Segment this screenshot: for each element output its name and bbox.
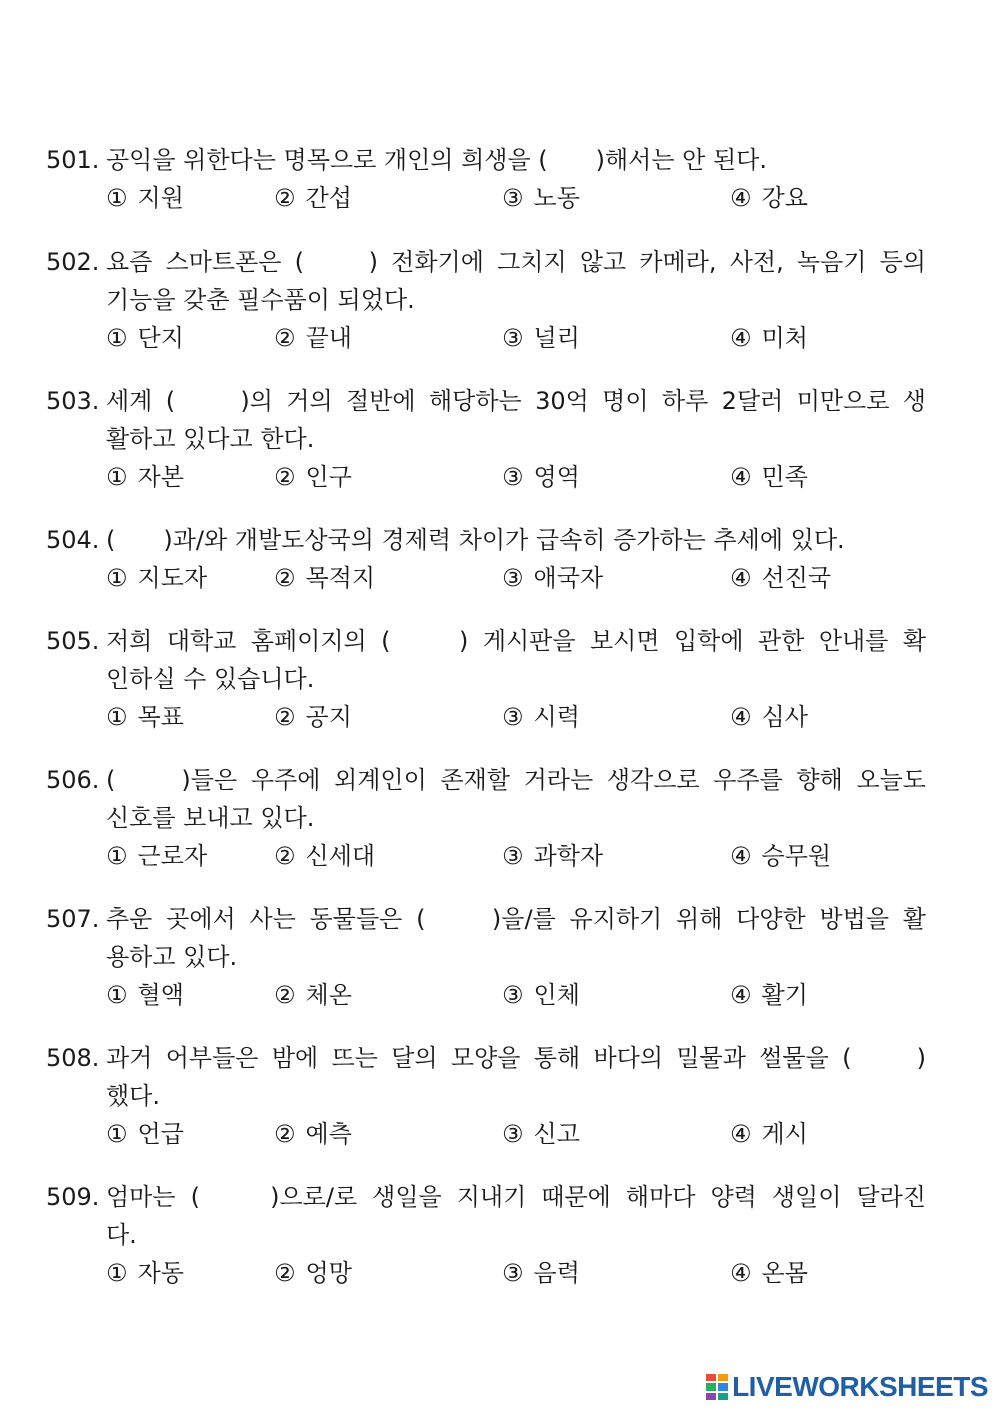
option-2[interactable]: [274, 837, 375, 875]
option-2[interactable]: [274, 559, 375, 597]
option-mark: ③: [502, 1120, 524, 1148]
option-label: 자본: [137, 463, 184, 491]
option-label: 게시: [761, 1120, 808, 1148]
logo-text: LIVEWORKSHEETS: [732, 1371, 988, 1402]
option-mark: ①: [106, 564, 128, 592]
option-mark: ③: [502, 184, 524, 212]
option-3[interactable]: [502, 1115, 580, 1153]
option-label: 단지: [137, 324, 184, 352]
option-2[interactable]: [274, 1254, 352, 1292]
option-label: 승무원: [761, 842, 832, 870]
option-1[interactable]: [106, 837, 207, 875]
option-3[interactable]: [502, 179, 580, 217]
option-mark: ①: [106, 703, 128, 731]
question-text: 엄마는 ( )으로/로 생일을 지내기 때문에 해마다 양력 생일이 달라진: [106, 1183, 926, 1211]
question-number: 506.: [46, 766, 100, 794]
question-text-continued: 기능을 갖춘 필수품이 되었다.: [106, 286, 415, 314]
option-label: 신세대: [305, 842, 376, 870]
question-504: [46, 521, 926, 597]
question-text: ( )들은 우주에 외계인이 존재할 거라는 생각으로 우주를 향해 오늘도: [106, 766, 926, 794]
option-mark: ②: [274, 184, 296, 212]
option-2[interactable]: [274, 1115, 352, 1153]
option-mark: ④: [730, 184, 752, 212]
liveworksheets-logo-icon: [706, 1374, 728, 1400]
question-number: 503.: [46, 387, 100, 415]
question-number: 504.: [46, 526, 100, 554]
option-mark: ③: [502, 842, 524, 870]
question-text: 저희 대학교 홈페이지의 ( ) 게시판을 보시면 입학에 관한 안내를 확: [106, 627, 926, 655]
option-label: 애국자: [533, 564, 604, 592]
option-mark: ②: [274, 324, 296, 352]
option-mark: ①: [106, 842, 128, 870]
option-1[interactable]: [106, 319, 184, 357]
option-label: 활기: [761, 981, 808, 1009]
option-mark: ④: [730, 842, 752, 870]
option-mark: ②: [274, 981, 296, 1009]
option-4[interactable]: [730, 319, 808, 357]
option-mark: ④: [730, 1259, 752, 1287]
option-mark: ①: [106, 324, 128, 352]
option-mark: ①: [106, 184, 128, 212]
option-4[interactable]: [730, 837, 831, 875]
option-4[interactable]: [730, 179, 808, 217]
option-label: 인체: [533, 981, 580, 1009]
option-mark: ③: [502, 1259, 524, 1287]
option-label: 혈액: [137, 981, 184, 1009]
option-1[interactable]: [106, 559, 207, 597]
question-text: 추운 곳에서 사는 동물들은 ( )을/를 유지하기 위해 다양한 방법을 활: [106, 905, 926, 933]
option-mark: ②: [274, 463, 296, 491]
question-506: [46, 761, 926, 875]
question-text: ( )과/와 개발도상국의 경제력 차이가 급속히 증가하는 추세에 있다.: [106, 526, 845, 554]
option-mark: ②: [274, 703, 296, 731]
answer-options: [106, 698, 926, 736]
option-mark: ④: [730, 564, 752, 592]
question-number: 505.: [46, 627, 100, 655]
question-505: [46, 622, 926, 736]
question-text: 공익을 위한다는 명목으로 개인의 희생을 ( )해서는 안 된다.: [106, 146, 767, 174]
option-label: 민족: [761, 463, 808, 491]
option-mark: ④: [730, 1120, 752, 1148]
option-mark: ④: [730, 703, 752, 731]
option-label: 음력: [533, 1259, 580, 1287]
question-number: 508.: [46, 1044, 100, 1072]
answer-options: [106, 1115, 926, 1153]
answer-options: [106, 837, 926, 875]
option-3[interactable]: [502, 458, 580, 496]
question-number: 501.: [46, 146, 100, 174]
option-mark: ③: [502, 703, 524, 731]
answer-options: [106, 559, 926, 597]
option-mark: ③: [502, 324, 524, 352]
option-1[interactable]: [106, 1254, 184, 1292]
option-label: 체온: [305, 981, 352, 1009]
option-3[interactable]: [502, 698, 580, 736]
option-label: 자동: [137, 1259, 184, 1287]
option-label: 인구: [305, 463, 352, 491]
option-mark: ②: [274, 1120, 296, 1148]
option-label: 심사: [761, 703, 808, 731]
option-label: 간섭: [305, 184, 352, 212]
question-number: 507.: [46, 905, 100, 933]
option-4[interactable]: [730, 1254, 808, 1292]
option-label: 영역: [533, 463, 580, 491]
question-text-continued: 활하고 있다고 한다.: [106, 425, 315, 453]
option-3[interactable]: [502, 837, 603, 875]
question-text-continued: 다.: [106, 1221, 137, 1249]
answer-options: [106, 976, 926, 1014]
option-label: 노동: [533, 184, 580, 212]
option-label: 과학자: [533, 842, 604, 870]
option-mark: ②: [274, 1259, 296, 1287]
option-label: 선진국: [761, 564, 832, 592]
question-503: [46, 382, 926, 496]
question-text: 과거 어부들은 밤에 뜨는 달의 모양을 통해 바다의 밀물과 썰물을 ( ): [106, 1044, 926, 1072]
option-4[interactable]: [730, 976, 808, 1014]
option-3[interactable]: [502, 559, 603, 597]
question-text-continued: 했다.: [106, 1082, 160, 1110]
option-mark: ④: [730, 463, 752, 491]
question-502: [46, 243, 926, 357]
question-text: 세계 ( )의 거의 절반에 해당하는 30억 명이 하루 2달러 미만으로 생: [106, 387, 926, 415]
option-mark: ②: [274, 842, 296, 870]
option-mark: ③: [502, 981, 524, 1009]
option-mark: ①: [106, 1120, 128, 1148]
option-label: 목표: [137, 703, 184, 731]
question-text-continued: 인하실 수 있습니다.: [106, 665, 315, 693]
option-1[interactable]: [106, 179, 184, 217]
option-label: 공지: [305, 703, 352, 731]
option-4[interactable]: [730, 458, 808, 496]
answer-options: [106, 179, 926, 217]
option-3[interactable]: [502, 319, 580, 357]
option-2[interactable]: [274, 319, 352, 357]
option-label: 지원: [137, 184, 184, 212]
option-1[interactable]: [106, 976, 184, 1014]
option-label: 신고: [533, 1120, 580, 1148]
option-label: 강요: [761, 184, 808, 212]
question-509: [46, 1178, 926, 1292]
option-2[interactable]: [274, 698, 352, 736]
option-mark: ③: [502, 463, 524, 491]
question-507: [46, 900, 926, 1014]
option-label: 시력: [533, 703, 580, 731]
option-4[interactable]: [730, 698, 808, 736]
option-label: 미처: [761, 324, 808, 352]
question-508: [46, 1039, 926, 1153]
option-4[interactable]: [730, 1115, 808, 1153]
question-text-continued: 신호를 보내고 있다.: [106, 804, 315, 832]
option-mark: ①: [106, 1259, 128, 1287]
option-2[interactable]: [274, 179, 352, 217]
option-3[interactable]: [502, 976, 580, 1014]
question-number: 509.: [46, 1183, 100, 1211]
option-1[interactable]: [106, 1115, 184, 1153]
option-label: 지도자: [137, 564, 208, 592]
option-mark: ④: [730, 324, 752, 352]
option-label: 온몸: [761, 1259, 808, 1287]
option-mark: ②: [274, 564, 296, 592]
option-mark: ④: [730, 981, 752, 1009]
option-2[interactable]: [274, 976, 352, 1014]
option-label: 근로자: [137, 842, 208, 870]
option-label: 목적지: [305, 564, 376, 592]
answer-options: [106, 319, 926, 357]
option-1[interactable]: [106, 698, 184, 736]
option-label: 언급: [137, 1120, 184, 1148]
option-label: 엉망: [305, 1259, 352, 1287]
option-2[interactable]: [274, 458, 352, 496]
question-number: 502.: [46, 248, 100, 276]
liveworksheets-logo: [706, 1372, 988, 1402]
option-3[interactable]: [502, 1254, 580, 1292]
option-label: 예측: [305, 1120, 352, 1148]
option-label: 끝내: [305, 324, 352, 352]
question-text: 요즘 스마트폰은 ( ) 전화기에 그치지 않고 카메라, 사전, 녹음기 등의: [106, 248, 926, 276]
option-mark: ③: [502, 564, 524, 592]
answer-options: [106, 1254, 926, 1292]
option-1[interactable]: [106, 458, 184, 496]
option-mark: ①: [106, 981, 128, 1009]
option-4[interactable]: [730, 559, 831, 597]
question-501: [46, 141, 926, 217]
option-mark: ①: [106, 463, 128, 491]
option-label: 널리: [533, 324, 580, 352]
answer-options: [106, 458, 926, 496]
question-text-continued: 용하고 있다.: [106, 943, 238, 971]
